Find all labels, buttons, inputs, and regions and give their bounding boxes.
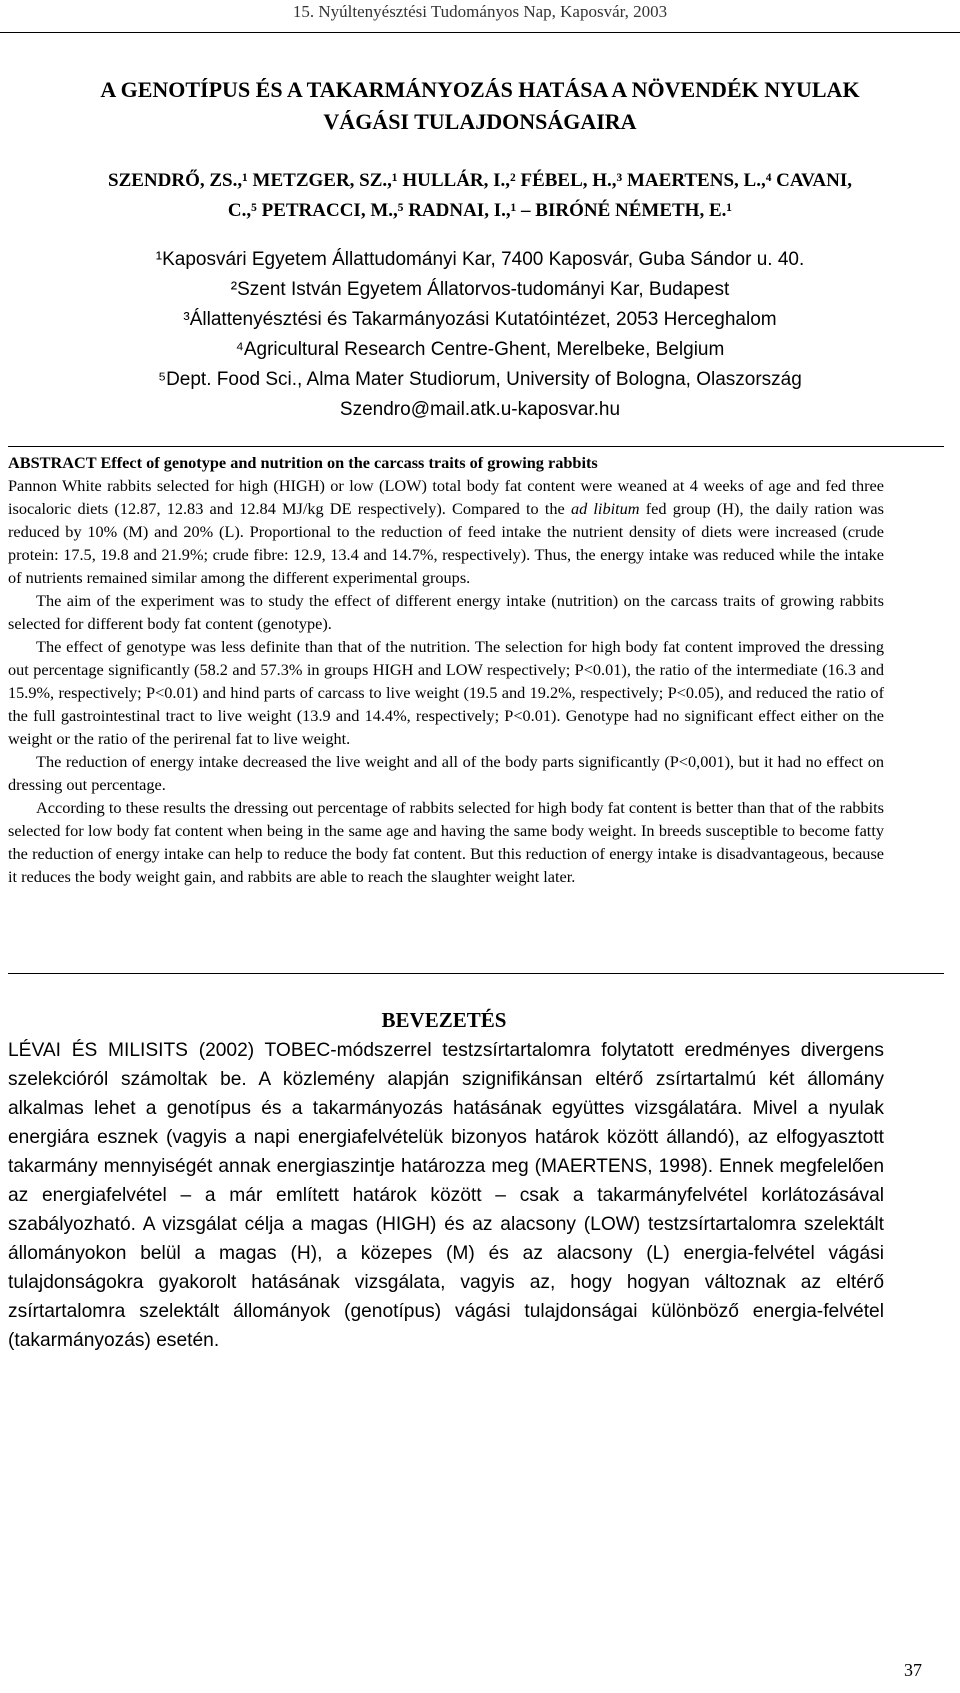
abstract-paragraph-4: The reduction of energy intake decreased the live weight and all of the body parts significantly (P<0,001), but it had no effect on dressing out percentage. <box>8 752 884 794</box>
abstract-paragraph-5: According to these results the dressing out percentage of rabbits selected for high body fat content is better than that of the rabbits selected for low body fat content when being in the same age and having the same body weight. In breeds susceptible to become fatty the reduction of energy intake can help to reduce the body fat content. But this reduction of energy intake is disadvantageous, because it reduces the body weight gain, and rabbits are able to reach the slaughter weight later. <box>8 798 884 886</box>
abstract-rule-top <box>8 446 944 447</box>
author-list <box>0 166 960 226</box>
title-line-2: VÁGÁSI TULAJDONSÁGAIRA <box>323 109 637 134</box>
abstract-rule-bottom <box>8 973 944 974</box>
abstract-p1-italic: ad libitum <box>570 499 640 518</box>
abstract-paragraph-3: The effect of genotype was less definite than that of the nutrition. The selection for high body fat content improved the dressing out percentage significantly (58.2 and 57.3% in groups HIGH and LOW respectively; P<0.01), the ratio of the intermediate (16.3 and 15.9%, respectively; P<0.01) and hind parts of carcass to live weight (19.5 and 19.2%, respectively; P<0.05), and reduced the ratio of the full gastrointestinal tract to live weight (13.9 and 14.4%, respectively; P<0.01). Genotype had no significant effect either on the weight or the ratio of the perirenal fat to live weight. <box>8 637 884 748</box>
contact-email: Szendro@mail.atk.u-kaposvar.hu <box>339 399 621 420</box>
affiliation-2: ²Szent István Egyetem Állatorvos-tudományi Kar, Budapest <box>230 279 730 300</box>
affiliation-1: ¹Kaposvári Egyetem Állattudományi Kar, 7400 Kaposvár, Guba Sándor u. 40. <box>155 249 805 270</box>
abstract <box>8 451 884 888</box>
abstract-p1-text-b: fed group (H), the daily ration was reduced by 10% (M) and 20% (L). Proportional to the reduction of feed intake the nutrient density of diets were increased (crude protein: 17.5, 19.8 and 21.9%; crude fibre: 12.9, 13.4 and 14.7%, respectively). Thus, the energy intake was reduced while the intake of nutrients remained similar among the different experimental groups. <box>8 499 884 587</box>
abstract-paragraph-2: The aim of the experiment was to study the effect of different energy intake (nutrition) on the carcass traits of growing rabbits selected for different body fat content (genotype). <box>8 591 884 633</box>
section-body <box>8 1036 884 1355</box>
affiliation-4: ⁴Agricultural Research Centre-Ghent, Merelbeke, Belgium <box>235 339 725 360</box>
running-head: 15. Nyúltenyésztési Tudományos Nap, Kaposvár, 2003 <box>292 2 668 21</box>
affiliation-3: ³Állattenyésztési és Takarmányozási Kutatóintézet, 2053 Herceghalom <box>183 309 777 330</box>
authors-line-1: SZENDRŐ, ZS.,¹ METZGER, SZ.,¹ HULLÁR, I.,² FÉBEL, H.,³ MAERTENS, L.,⁴ CAVANI, <box>108 170 852 191</box>
body-paragraph: LÉVAI ÉS MILISITS (2002) TOBEC-módszerrel testzsírtartalomra folytatott eredményes divergens szelekcióról számoltak be. A közlemény alapján szignifikánsan eltérő zsírtartalmú két állomány alkalmas lehet a genotípus és a takarmányozás hatásának együttes vizsgálatára. Mivel a nyulak energiára esznek (vagyis a napi energiafelvételük bizonyos határok között állandó), az elfogyasztott takarmány mennyiségét annak energiaszintje határozza meg (MAERTENS, 1998). Ennek megfelelően az energiafelvétel – a már említett határok között – csak a takarmányfelvétel korlátozásával szabályozható. A vizsgálat célja a magas (HIGH) és az alacsony (LOW) testzsírtartalomra szelektált állományokon belül a magas (H), a közepes (M) és az alacsony (L) energia-felvétel vágási tulajdonságokra gyakorolt hatásának vizsgálata, vagyis az, hogy hogyan változnak az eltérő zsírtartalomra szelektált állományok (genotípus) vágási tulajdonságai különböző energia-felvétel (takarmányozás) esetén. <box>8 1040 884 1351</box>
abstract-p1-text-a: Pannon White rabbits selected for high (HIGH) or low (LOW) total body fat content were weaned at 4 weeks of age and fed three isocaloric diets (12.87, 12.83 and 12.84 MJ/kg DE respectively). Compared to the <box>8 476 884 518</box>
authors-line-2: C.,⁵ PETRACCI, M.,⁵ RADNAI, I.,¹ – BIRÓNÉ NÉMETH, E.¹ <box>227 200 733 221</box>
affiliation-5: ⁵Dept. Food Sci., Alma Mater Studiorum, University of Bologna, Olaszország <box>158 369 802 390</box>
section-heading: BEVEZETÉS <box>381 1008 507 1032</box>
header-rule <box>0 32 960 33</box>
page-number: 37 <box>904 1660 922 1680</box>
paper-title <box>0 74 960 138</box>
abstract-paragraph-1 <box>8 474 884 589</box>
abstract-heading: ABSTRACT Effect of genotype and nutrition on the carcass traits of growing rabbits <box>8 453 598 472</box>
title-line-1: A GENOTÍPUS ÉS A TAKARMÁNYOZÁS HATÁSA A NÖVENDÉK NYULAK <box>100 77 860 102</box>
affiliations <box>0 245 960 425</box>
